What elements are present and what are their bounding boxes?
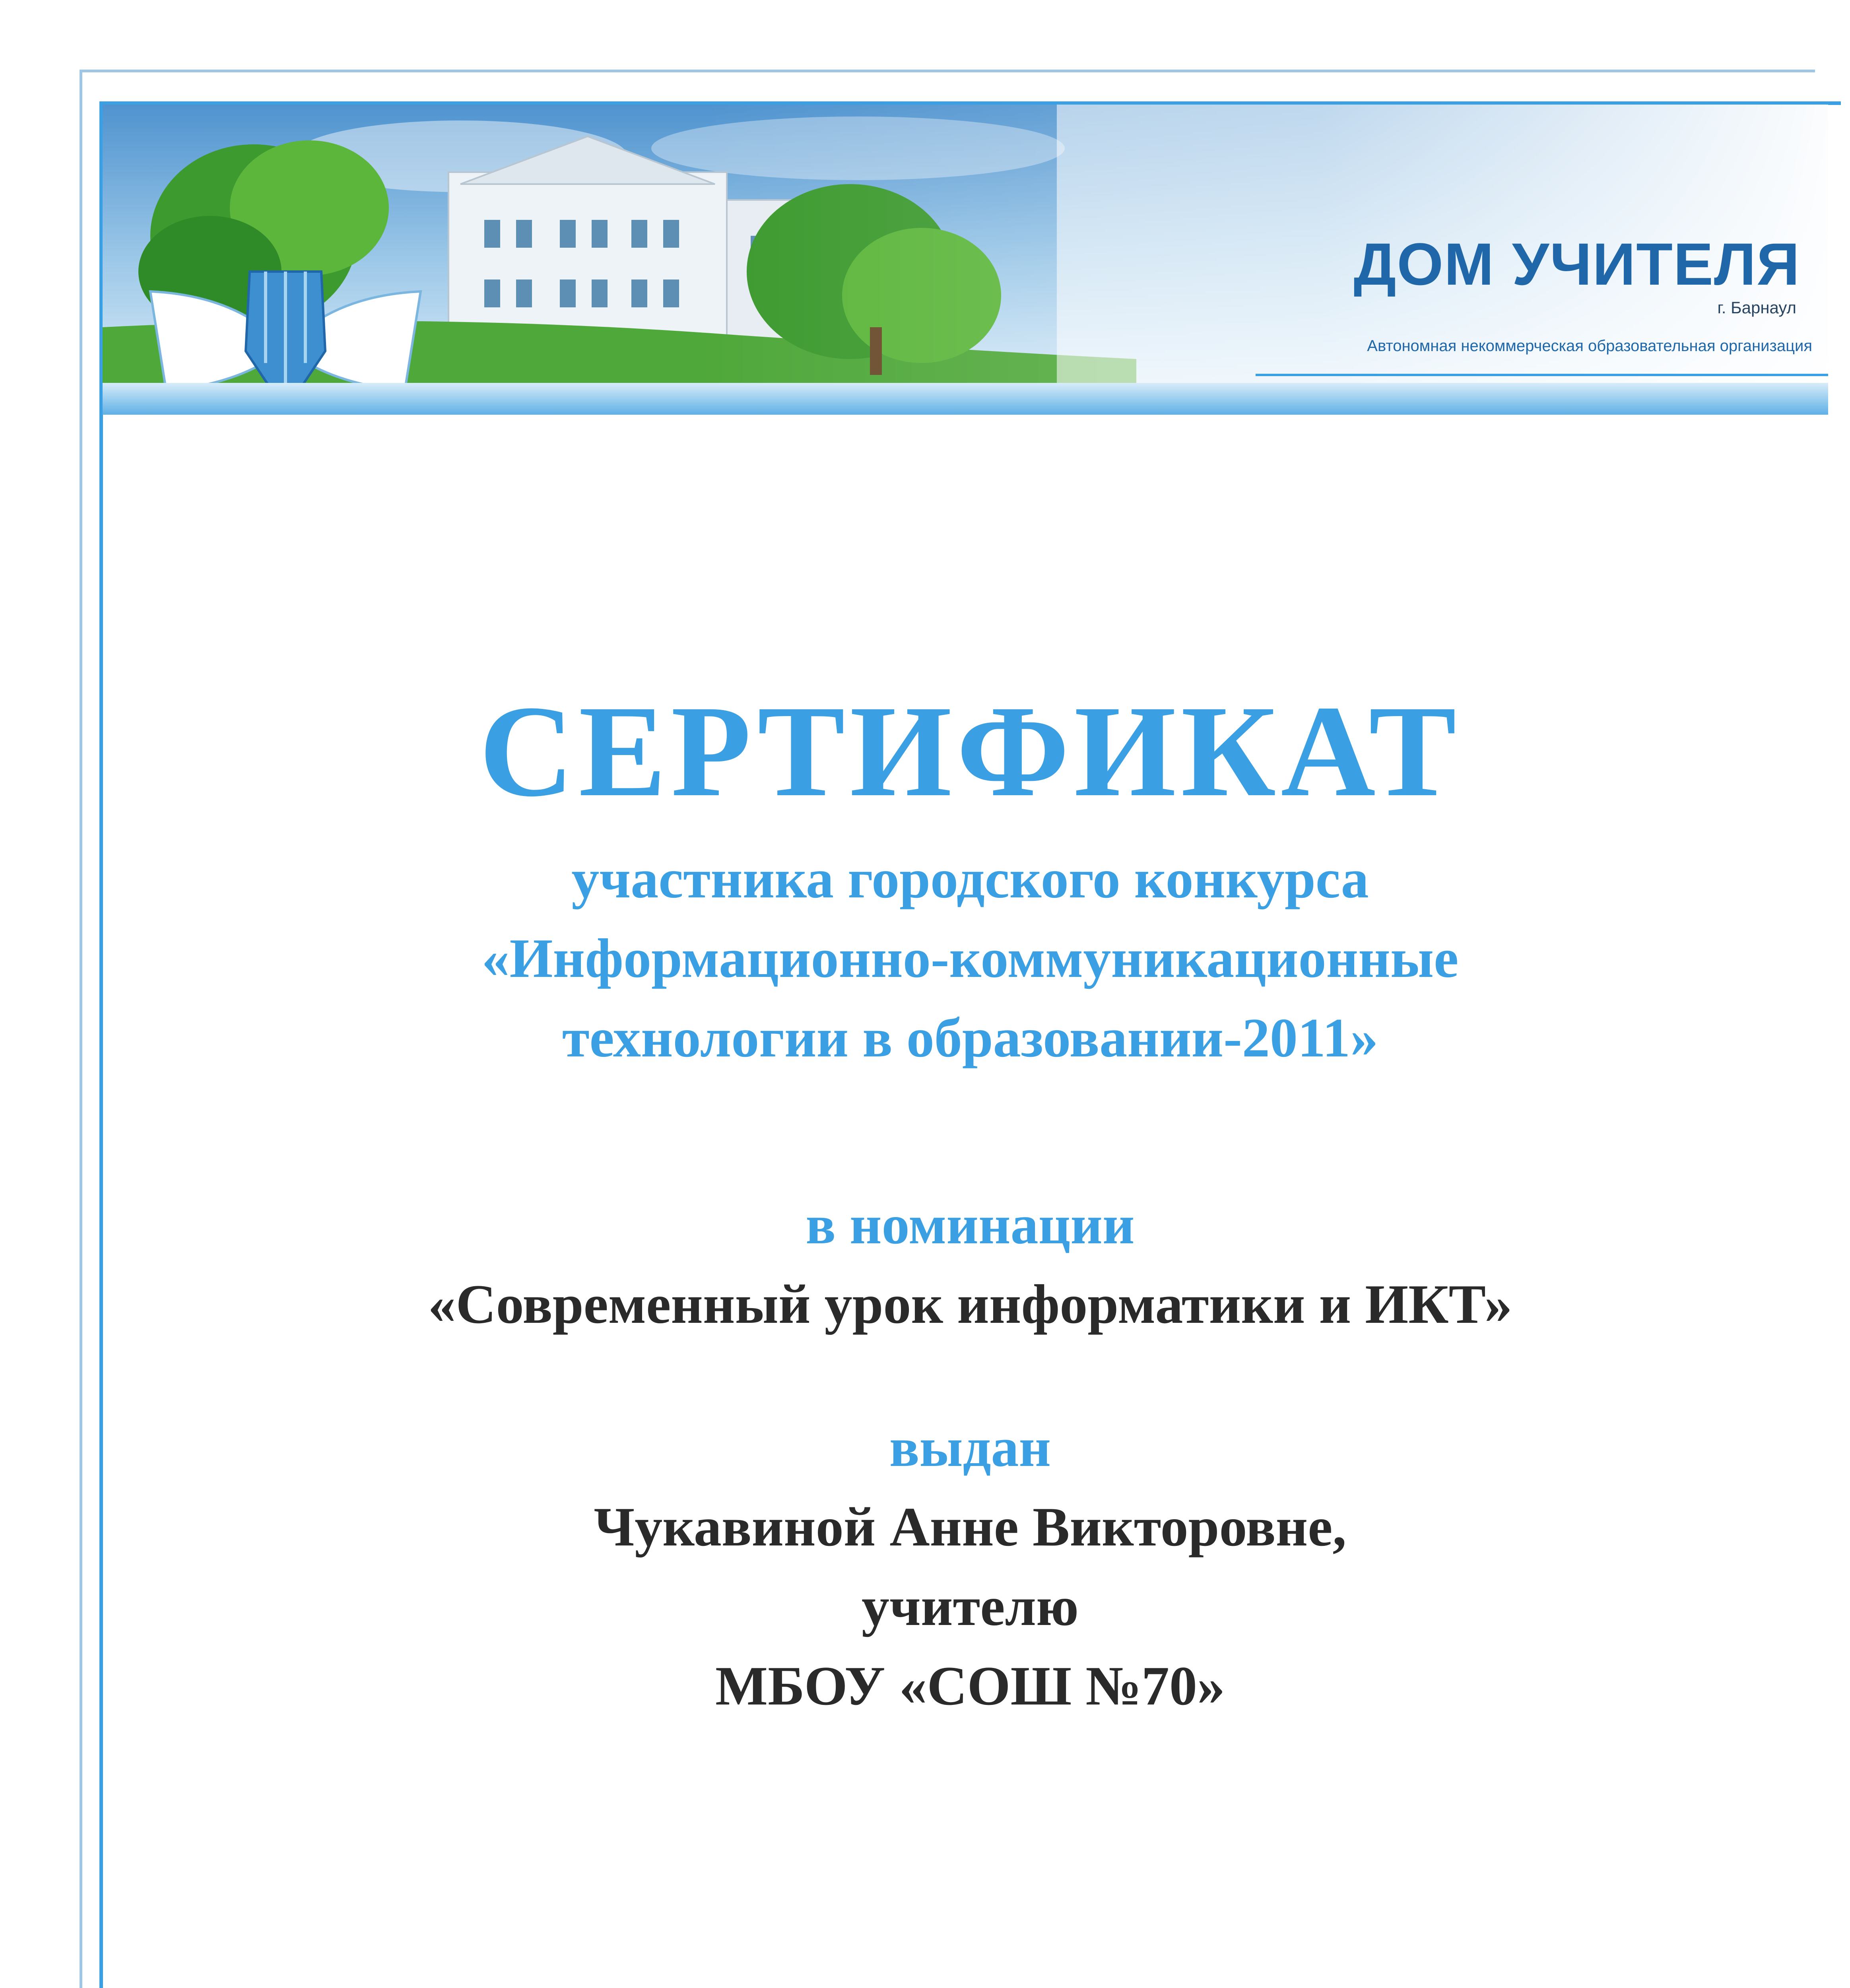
recipient-name: Чукавиной Анне Викторовне, bbox=[594, 1496, 1347, 1558]
contest-subtitle-line3: технологии в образовании-2011» bbox=[562, 1007, 1378, 1069]
contest-subtitle-line2: «Информационно-коммуникационные bbox=[481, 928, 1459, 989]
nomination-name: «Современный урок информатики и ИКТ» bbox=[428, 1274, 1512, 1335]
org-type: Автономная некоммерческая образовательная организация bbox=[1367, 337, 1812, 355]
certificate-body bbox=[99, 0, 1841, 1988]
org-name: ДОМ УЧИТЕЛЯ bbox=[1353, 231, 1800, 297]
nomination-label: в номинации bbox=[806, 1194, 1135, 1256]
contest-subtitle-line1: участника городского конкурса bbox=[571, 848, 1369, 910]
org-city: г. Барнаул bbox=[1717, 298, 1796, 317]
issued-label: выдан bbox=[889, 1417, 1051, 1478]
recipient-position: учителю bbox=[861, 1576, 1079, 1637]
certificate-title: СЕРТИФИКАТ bbox=[479, 679, 1461, 824]
recipient-school: МБОУ «СОШ №70» bbox=[715, 1655, 1225, 1717]
